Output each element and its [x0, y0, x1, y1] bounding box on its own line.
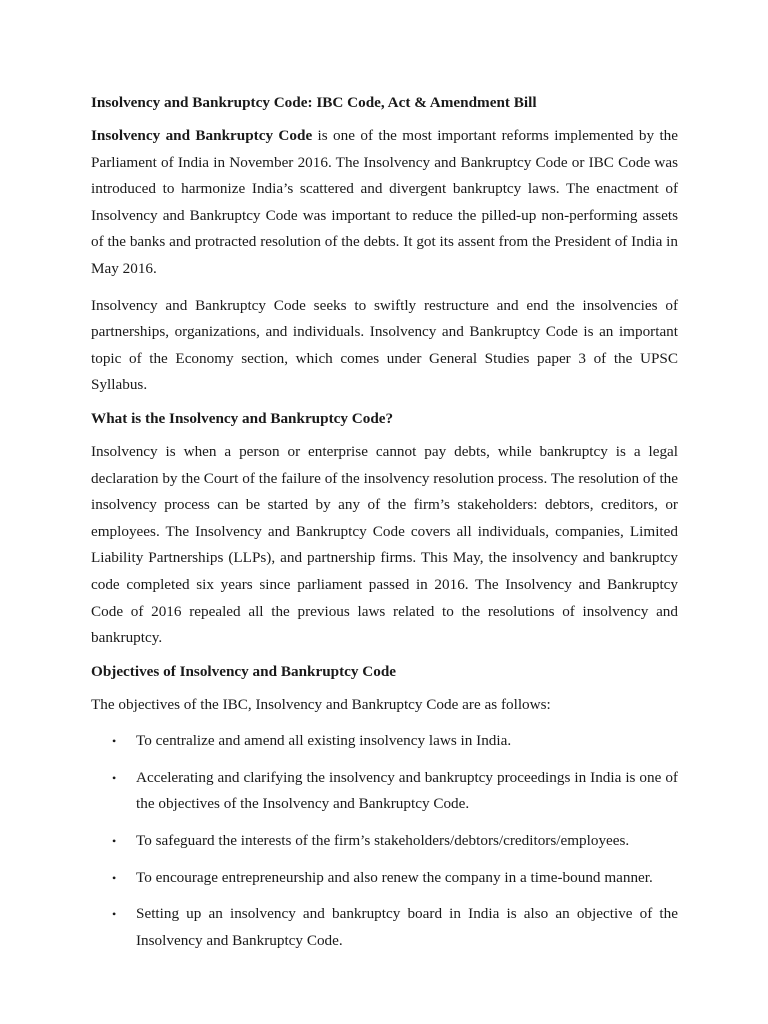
section-heading-what-is-ibc: What is the Insolvency and Bankruptcy Code? — [91, 409, 394, 427]
section-heading-objectives: Objectives of Insolvency and Bankruptcy Code — [91, 662, 397, 680]
list-item — [91, 901, 678, 954]
intro-text: is one of the most important reforms implemented by the Parliament of India in November 2016. The Insolvency and Bankruptcy Code or IBC Code was introduced to harmonize India’s scattered and divergent bankruptcy laws. The enactment of Insolvency and Bankruptcy Code was important to reduce the pilled-up non-performing assets of the banks and protracted resolution of the debts. It got its assent from the President of India in May 2016. — [91, 127, 678, 277]
list-item-text: Accelerating and clarifying the insolvency and bankruptcy proceedings in India is one of the objectives of the Insolvency and Bankruptcy Code. — [136, 768, 678, 813]
intro-paragraph — [91, 123, 678, 283]
objectives-intro: The objectives of the IBC, Insolvency and Bankruptcy Code are as follows: — [91, 695, 551, 713]
bullet-icon: • — [112, 907, 117, 922]
bullet-icon: • — [112, 834, 117, 849]
list-item — [91, 828, 678, 855]
document-title: Insolvency and Bankruptcy Code: IBC Code, Act & Amendment Bill — [91, 94, 537, 111]
scope-paragraph: Insolvency and Bankruptcy Code seeks to swiftly restructure and end the insolvencies of partnerships, organizations, and individuals. Insolvency and Bankruptcy Code is an important topic of the Economy section, which comes under General Studies paper 3 of the UPSC Syllabus. — [91, 296, 678, 394]
bullet-icon: • — [112, 870, 117, 885]
list-item — [91, 728, 678, 755]
intro-lead-term: Insolvency and Bankruptcy Code — [91, 127, 313, 144]
definition-paragraph: Insolvency is when a person or enterprise cannot pay debts, while bankruptcy is a legal declaration by the Court of the failure of the insolvency resolution process. The resolution of the insolvency process can be started by any of the firm’s stakeholders: debtors, creditors, or employees. The Insolvency and Bankruptcy Code covers all individuals, companies, Limited Liability Partnerships (LLPs), and partnership firms. This May, the insolvency and bankruptcy code completed six years since parliament passed in 2016. The Insolvency and Bankruptcy Code of 2016 repealed all the previous laws related to the resolutions of insolvency and bankruptcy. — [91, 442, 678, 647]
bullet-icon: • — [112, 770, 117, 785]
bullet-icon: • — [112, 734, 117, 749]
objectives-list — [91, 728, 678, 954]
list-item-text: To centralize and amend all existing insolvency laws in India. — [136, 732, 512, 750]
list-item — [91, 865, 678, 892]
list-item-text: Setting up an insolvency and bankruptcy board in India is also an objective of the Insolvency and Bankruptcy Code. — [136, 905, 678, 949]
list-item-text: To safeguard the interests of the firm’s stakeholders/debtors/creditors/employees. — [136, 832, 630, 850]
document-page — [91, 93, 678, 964]
list-item — [91, 765, 678, 818]
list-item-text: To encourage entrepreneurship and also renew the company in a time-bound manner. — [136, 868, 653, 886]
